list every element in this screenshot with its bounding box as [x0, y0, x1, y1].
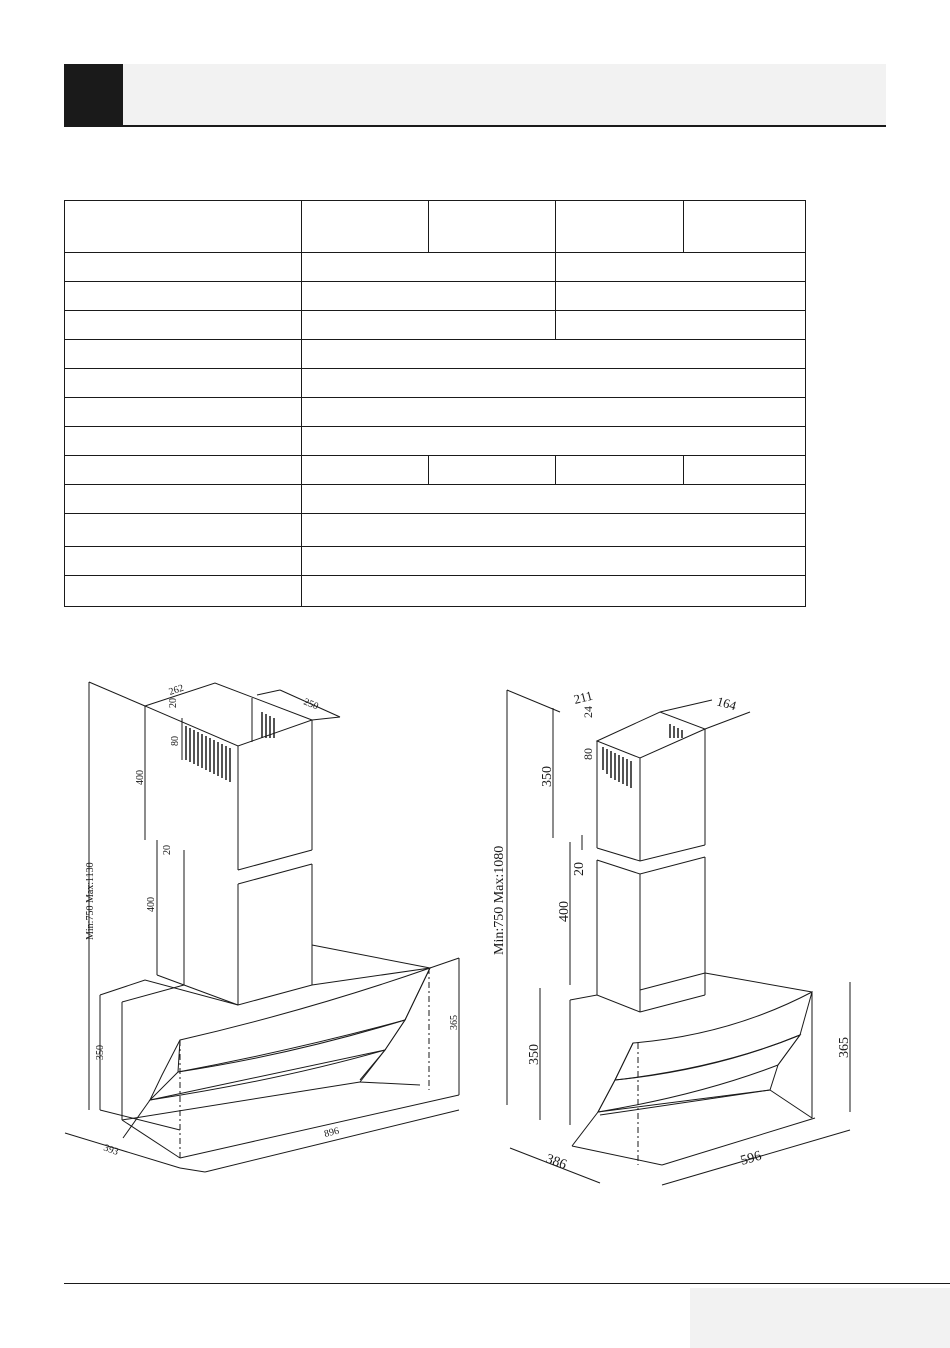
table-row [65, 514, 806, 547]
section-number-block [64, 64, 123, 127]
table-cell [556, 253, 806, 282]
dim-left-lower-chimney: 400 [146, 897, 157, 912]
dim-left-chimney-depth: 262 [167, 682, 186, 698]
table-cell [302, 253, 556, 282]
table-cell [302, 369, 806, 398]
table-cell [65, 340, 302, 369]
table-cell [302, 456, 429, 485]
dim-left-total-height: Min:750 Max:1130 [85, 862, 96, 940]
dim-left-depth: 393 [101, 1142, 120, 1158]
table-cell [65, 282, 302, 311]
specification-table [64, 200, 806, 607]
table-cell [302, 576, 806, 607]
table-cell [65, 576, 302, 607]
table-cell [429, 456, 556, 485]
table-cell [684, 201, 806, 253]
table-row [65, 398, 806, 427]
table-cell [302, 340, 806, 369]
table-cell [302, 201, 429, 253]
table-row [65, 340, 806, 369]
table-row [65, 253, 806, 282]
dim-right-total-height: Min:750 Max:1080 [492, 845, 507, 955]
table-cell [556, 201, 684, 253]
table-cell [65, 485, 302, 514]
dim-left-gap: 20 [162, 845, 173, 855]
dim-left-chimney-width: 250 [301, 696, 320, 713]
table-cell [65, 398, 302, 427]
dim-right-lower-chimney: 400 [557, 901, 572, 922]
table-row [65, 576, 806, 607]
dim-right-width: 596 [738, 1148, 764, 1169]
dim-left-glass-height: 365 [449, 1015, 460, 1030]
dim-left-width: 896 [323, 1125, 341, 1140]
dim-right-upper-chimney: 350 [540, 766, 555, 787]
footer-page-box [690, 1288, 950, 1348]
table-cell [302, 547, 806, 576]
table-row [65, 311, 806, 340]
hood-drawing-left [65, 682, 459, 1172]
hood-drawing-right [507, 687, 850, 1185]
table-cell [65, 456, 302, 485]
table-cell [302, 311, 556, 340]
table-row [65, 369, 806, 398]
table-cell [65, 253, 302, 282]
table-cell [429, 201, 556, 253]
table-cell [684, 456, 806, 485]
table-cell [302, 282, 556, 311]
table-cell [65, 369, 302, 398]
table-cell [302, 514, 806, 547]
dim-right-chimney-width: 164 [715, 693, 739, 714]
table-cell [556, 311, 806, 340]
dim-right-body-height: 350 [527, 1044, 542, 1065]
section-header-bar [64, 64, 886, 127]
table-cell [65, 427, 302, 456]
dim-right-glass-height: 365 [837, 1037, 852, 1058]
dim-left-upper-chimney: 400 [135, 770, 146, 785]
table-cell [65, 514, 302, 547]
dim-right-top-offset: 24 [581, 706, 595, 718]
table-row [65, 456, 806, 485]
table-row [65, 282, 806, 311]
footer-rule [64, 1283, 950, 1284]
table-cell [556, 282, 806, 311]
dim-right-depth: 386 [543, 1151, 569, 1173]
dim-right-vent-height: 80 [581, 748, 595, 760]
table-cell [302, 427, 806, 456]
table-cell [65, 201, 302, 253]
technical-drawings [0, 660, 950, 1225]
dim-left-vent-height: 80 [170, 736, 181, 746]
table-row [65, 547, 806, 576]
table-cell [302, 398, 806, 427]
dim-right-gap: 20 [572, 862, 587, 876]
table-cell [556, 456, 684, 485]
table-row [65, 427, 806, 456]
dim-left-body-height: 350 [95, 1045, 106, 1060]
dim-right-chimney-depth: 211 [572, 687, 595, 707]
table-cell [302, 485, 806, 514]
table-header-row [65, 201, 806, 253]
table-row [65, 485, 806, 514]
table-cell [65, 547, 302, 576]
table-cell [65, 311, 302, 340]
dim-left-top-offset: 20 [168, 698, 179, 708]
